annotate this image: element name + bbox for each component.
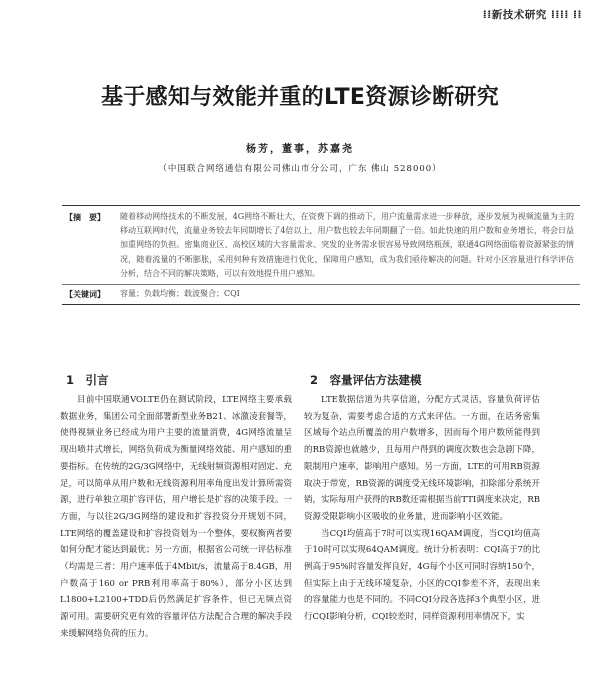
right-column <box>304 372 540 626</box>
abstract-box <box>62 205 580 305</box>
keywords-label: 【关键词】 <box>65 289 105 300</box>
abstract <box>62 206 580 284</box>
section-heading-intro: 1 引言 <box>66 373 109 387</box>
left-column <box>60 372 292 643</box>
paragraph: 当CQI均值高于7时可以实现16QAM调度，当CQI均值高于10时可以实现64QAM调度。统计分析表明：CQI高于7的比例高于95%时容量发挥良好，4G每个小区可同时容纳150个，但实际上由于无线环境复杂，小区的CQI参差不齐，表现出来的容量能力也是不同的。不同CQI分段各选择3个典型小区，进行CQI影响分析，CQI较差时，同样资源利用率情况下，实 <box>304 528 540 623</box>
abstract-label: 【摘 要】 <box>65 212 105 222</box>
affiliation: （中国联合网络通信有限公司佛山市分公司，广东 佛山 528000） <box>158 164 442 174</box>
keywords <box>62 284 580 304</box>
paragraph: LTE数据信道为共享信道，分配方式灵活，容量负荷评估较为复杂，需要考虑合适的方式来评估。一方面，在话务密集区域每个站点所覆盖的用户数增多，因而每个用户数所能得到的RB资源也就越少，且每用户得到的调度次数也会急剧下降，限制用户速率，影响用户感知。另一方面，LTE的可用RB资源取决于带宽，RB资源的调度受无线环境影响，扣除部分系统开销，实际每用户获得的RB数还需根据当前TTI调度来决定，RB资源受限影响小区吸收的业务量，进而影响小区效能。 <box>304 395 540 522</box>
keywords-text: 容量；负载均衡；载波聚合；CQI <box>120 289 240 299</box>
section-tag: ⁞⁞新技术研究 ⁞⁞⁞⁞ ⁞⁞ <box>482 9 582 21</box>
paper-title: 基于感知与效能并重的LTE资源诊断研究 <box>100 85 500 110</box>
authors: 杨芳，董事，苏嘉尧 <box>246 144 354 155</box>
section-heading-method: 2 容量评估方法建模 <box>310 373 422 387</box>
paragraph: 目前中国联通VOLTE仍在测试阶段，LTE网络主要承载数据业务，集团公司全面部署新型业务B21、冰激凌套餐等，使得视频业务已经成为用户主要的流量消费，4G网络流量呈现出喷井式增长，网络负荷成为衡量网络效能、用户感知的重要指标。在传统的2G/3G网络中，无线射频资源相对固定、充足，可以简单从用户数和无线资源利用率角度出发计算所需资源，进行单独立项扩容评估，用户增长是扩容的决策手段。一方面，与以往2G/3G网络的建设和扩容投资分开规划不同，LTE网络的覆盖建设和扩容投资划为一个整体，要权衡两者要如何分配才能达到最优；另一方面，根据省公司统一评估标准（均需是三者：用户速率低于4Mbit/s，流量高于8.4GB，用户数高于160 or PRB利用率高于80%），部分小区达到L1800+L2100+TDD后仍然满足扩容条件，但已无频点资源可用。需要研究更有效的容量评估方法配合合理的解决手段来缓解网络负荷的压力。 <box>60 395 292 639</box>
abstract-text: 随着移动网络技术的不断发展，4G网络不断壮大，在资费下调的推动下，用户流量需求进一步释放，逐步发展为视频流量为主的移动互联网时代，流量业务较去年同期增长了4倍以上，用户数也较去年同期翻了一倍。如此快速的用户数和业务增长，将会日益加重网络的负担。密集商业区、高校区域的大容量需求、突发的业务需求很容易导致网络瓶颈，联通4G网络面临着资源紧张的情况，随着流量的不断膨胀，采用何种有效措施进行优化，保障用户感知，成为我们亟待解决的问题。针对小区容量进行科学评估分析，结合不同的解决策略，可以有效地提升用户感知。 <box>120 212 574 278</box>
